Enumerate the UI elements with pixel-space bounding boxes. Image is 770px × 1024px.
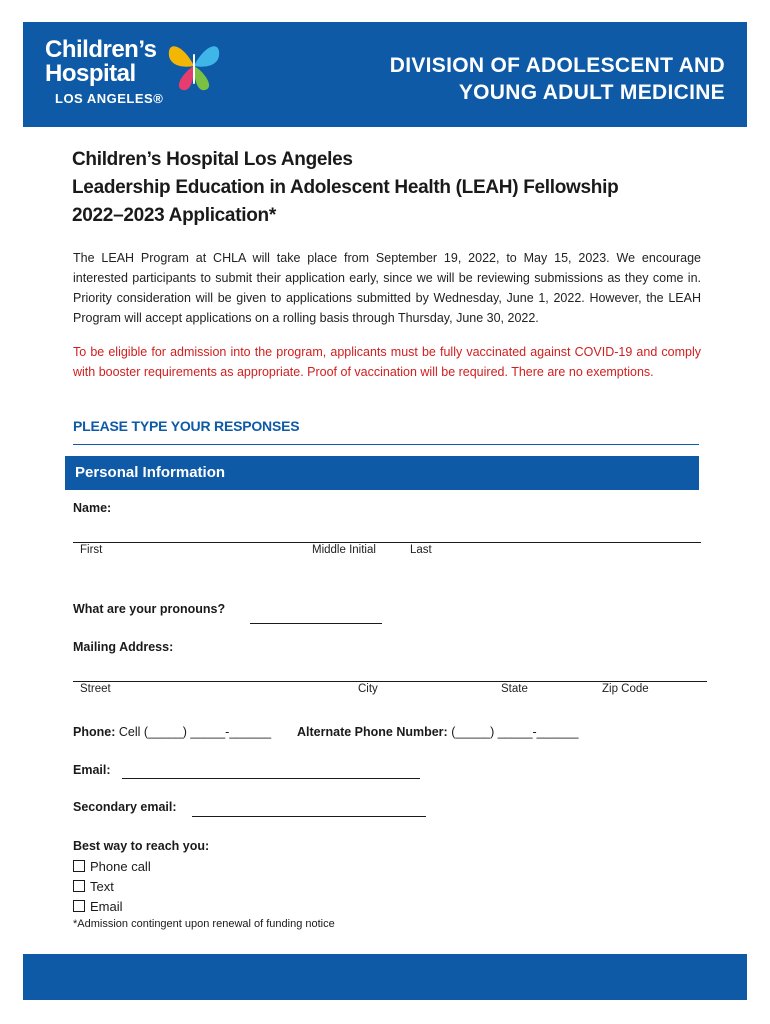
email-field[interactable] xyxy=(122,778,420,779)
secondary-email-label: Secondary email: xyxy=(73,800,177,814)
reach-label: Best way to reach you: xyxy=(73,839,210,853)
phone-row xyxy=(73,725,271,739)
title-line3: 2022–2023 Application* xyxy=(72,205,276,226)
street-caption: Street xyxy=(80,683,111,695)
footer-banner xyxy=(23,954,747,1000)
intro-paragraph: The LEAH Program at CHLA will take place from September 19, 2022, to May 15, 2023. We encourage interested participants to submit their application early, since we will be reviewing submissions as they come in. Priority consideration will be given to applications submitted by Wednesday, June 1, 2022. However, the LEAH Program will accept applications on a rolling basis through Thursday, June 30, 2022. xyxy=(73,251,701,325)
heading-divider xyxy=(73,444,699,445)
vaccination-warning: To be eligible for admission into the program, applicants must be fully vaccinated against COVID-19 and comply with booster requirements as appropriate. Proof of vaccination will be required. There are no exemptions. xyxy=(73,345,701,379)
city-caption: City xyxy=(358,683,378,695)
alt-phone-field[interactable]: (_____) _____-______ xyxy=(451,725,579,739)
logo-text-line1: Children’s xyxy=(45,36,157,63)
cell-phone-field[interactable]: Cell (_____) _____-______ xyxy=(118,725,272,739)
first-name-caption: First xyxy=(80,544,103,556)
name-field[interactable] xyxy=(73,542,701,543)
checkbox-icon[interactable] xyxy=(73,900,85,912)
section-header-personal-info xyxy=(65,456,699,490)
phone-label: Phone: xyxy=(73,725,116,739)
division-line1: DIVISION OF ADOLESCENT AND xyxy=(389,54,725,77)
chla-logo xyxy=(45,36,223,116)
alt-phone-label: Alternate Phone Number: xyxy=(297,725,448,739)
reach-option-email[interactable]: Email xyxy=(73,899,123,914)
footnote: *Admission contingent upon renewal of funding notice xyxy=(73,918,335,930)
document-title xyxy=(72,146,712,230)
division-line2: YOUNG ADULT MEDICINE xyxy=(458,81,725,104)
mailing-address-field[interactable] xyxy=(73,681,707,682)
butterfly-icon xyxy=(163,36,225,96)
logo-text-line2: Hospital xyxy=(45,60,136,87)
mailing-address-label: Mailing Address: xyxy=(73,640,174,654)
state-caption: State xyxy=(501,683,528,695)
division-title xyxy=(325,52,725,106)
title-line1: Children’s Hospital Los Angeles xyxy=(72,149,353,170)
pronouns-field[interactable] xyxy=(250,623,382,624)
please-type-heading: PLEASE TYPE YOUR RESPONSES xyxy=(73,418,300,434)
email-label: Email: xyxy=(73,763,111,777)
zip-code-caption: Zip Code xyxy=(602,683,649,695)
last-name-caption: Last xyxy=(410,544,432,556)
section-title: Personal Information xyxy=(75,464,226,481)
header-banner xyxy=(23,22,747,127)
reach-option-phone[interactable]: Phone call xyxy=(73,859,151,874)
secondary-email-field[interactable] xyxy=(192,816,426,817)
logo-text-line3: LOS ANGELES® xyxy=(55,91,164,106)
reach-option-text[interactable]: Text xyxy=(73,879,114,894)
middle-initial-caption: Middle Initial xyxy=(312,544,376,556)
checkbox-icon[interactable] xyxy=(73,880,85,892)
checkbox-icon[interactable] xyxy=(73,860,85,872)
name-label: Name: xyxy=(73,501,112,515)
title-line2: Leadership Education in Adolescent Health (LEAH) Fellowship xyxy=(72,177,619,198)
pronouns-label: What are your pronouns? xyxy=(73,602,226,616)
alt-phone-row xyxy=(297,725,578,739)
